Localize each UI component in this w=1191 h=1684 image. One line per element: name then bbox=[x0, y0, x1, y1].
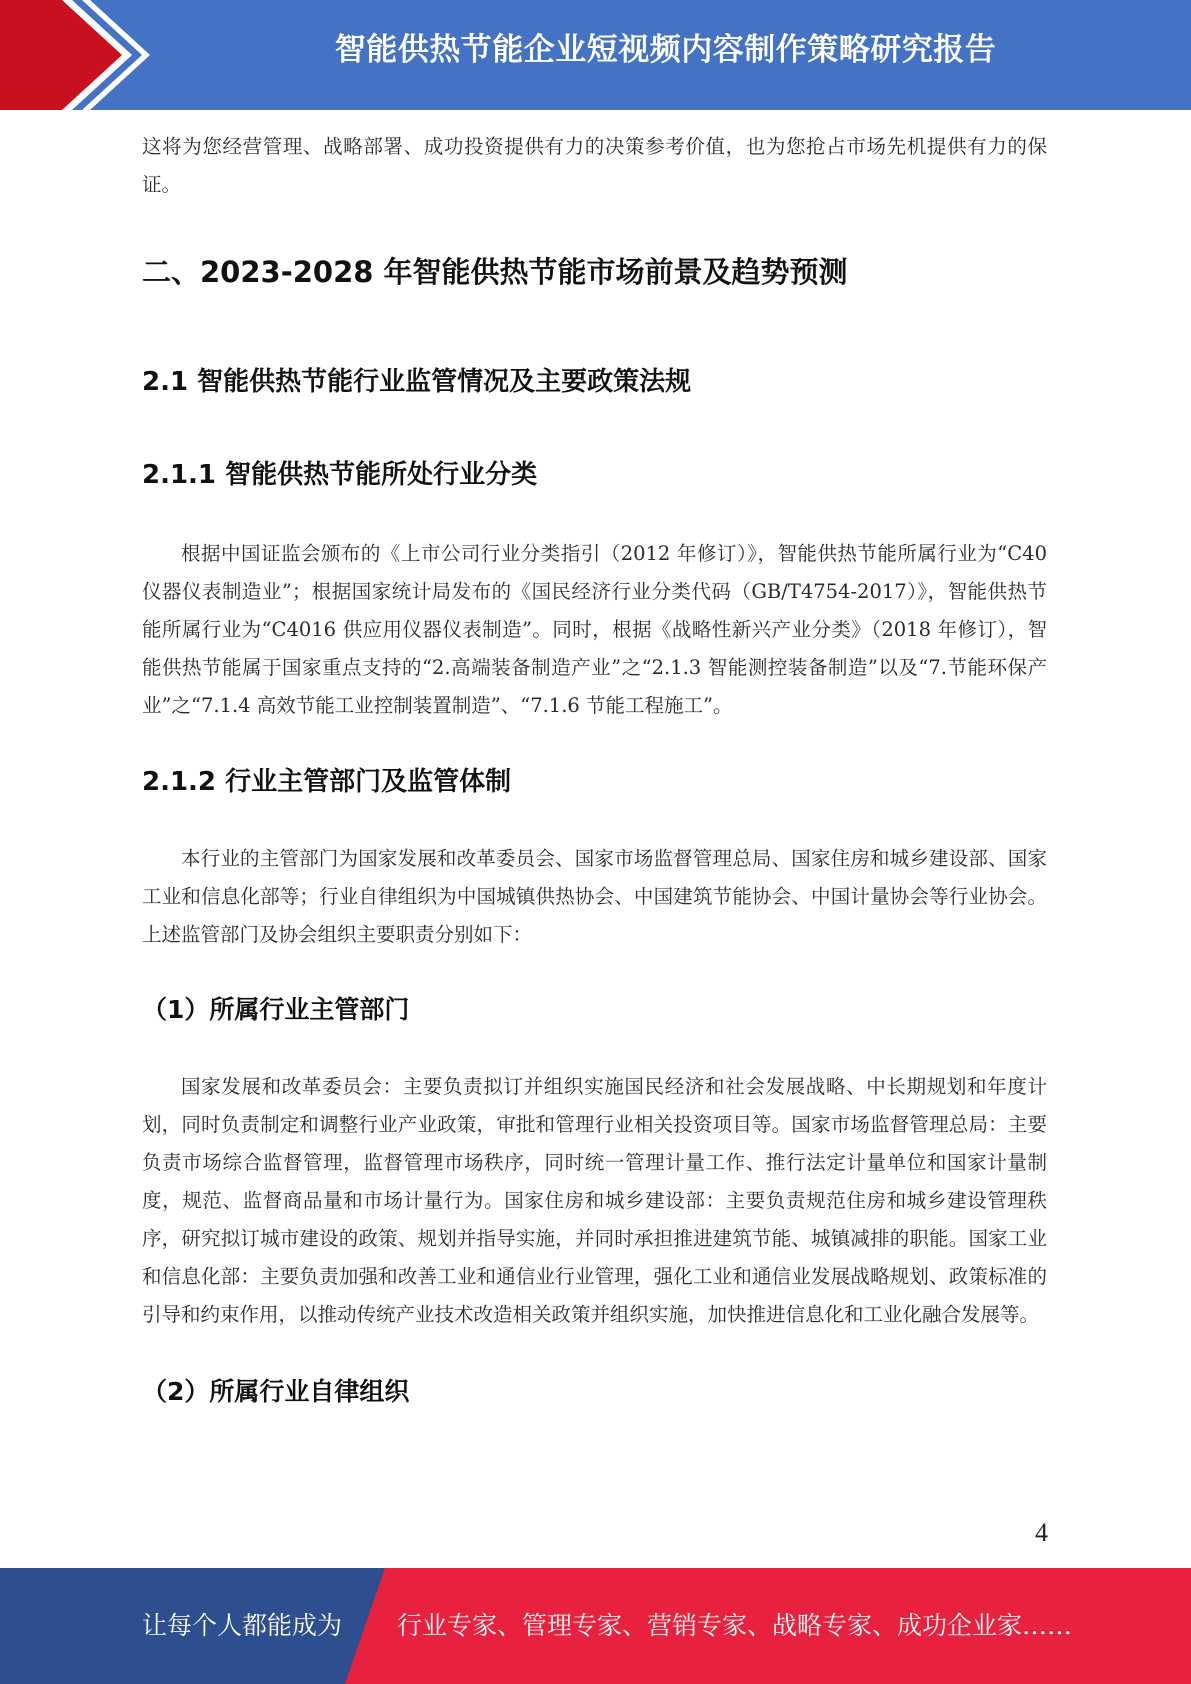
sub-subsection-title-regulatory-system: 2.1.2 行业主管部门及监管体制 bbox=[142, 767, 512, 797]
section-title: 二、2023-2028 年智能供热节能市场前景及趋势预测 bbox=[142, 255, 848, 289]
page-footer bbox=[0, 1568, 1191, 1684]
item-title-self-regulatory-organizations: （2）所属行业自律组织 bbox=[142, 1377, 410, 1406]
page-number: 4 bbox=[1035, 1518, 1048, 1547]
report-title: 智能供热节能企业短视频内容制作策略研究报告 bbox=[334, 32, 997, 68]
industry-classification-paragraph: 根据中国证监会颁布的《上市公司行业分类指引（2012 年修订）》，智能供热节能所属行业为“C40 仪器仪表制造业”；根据国家统计局发布的《国民经济行业分类代码（GB/T4754-2017）》，智能供热节能所属行业为“C4016 供应用仪器仪表制造”。同时，根据《战略性新兴产业分类》（2018 年修订），智能供热节能属于国家重点支持的“2.高端装备制造产业”之“2.1.3 智能测控装备制造”以及“7.节能环保产业”之“7.1.4 高效节能工业控制装置制造”、“7.1.6 节能工程施工”。 bbox=[142, 542, 1047, 717]
footer-slogan-right: 行业专家、管理专家、营销专家、战略专家、成功企业家…… bbox=[397, 1611, 1073, 1640]
subsection-title: 2.1 智能供热节能行业监管情况及主要政策法规 bbox=[142, 367, 692, 397]
sub-subsection-title-industry-classification: 2.1.1 智能供热节能所处行业分类 bbox=[142, 460, 538, 490]
header-arrow-decoration bbox=[0, 0, 150, 110]
item-title-competent-departments: （1）所属行业主管部门 bbox=[142, 995, 410, 1024]
regulatory-system-paragraph: 本行业的主管部门为国家发展和改革委员会、国家市场监督管理总局、国家住房和城乡建设部、国家工业和信息化部等；行业自律组织为中国城镇供热协会、中国建筑节能协会、中国计量协会等行业协会。上述监管部门及协会组织主要职责分别如下： bbox=[142, 847, 1047, 946]
footer-slogan-left: 让每个人都能成为 bbox=[142, 1611, 343, 1640]
document-body bbox=[142, 128, 1047, 1408]
page-header bbox=[0, 0, 1191, 110]
intro-paragraph: 这将为您经营管理、战略部署、成功投资提供有力的决策参考价值，也为您抢占市场先机提供有力的保证。 bbox=[142, 135, 1047, 196]
competent-departments-paragraph: 国家发展和改革委员会：主要负责拟订并组织实施国民经济和社会发展战略、中长期规划和年度计划，同时负责制定和调整行业产业政策，审批和管理行业相关投资项目等。国家市场监督管理总局：主要负责市场综合监督管理，监督管理市场秩序，同时统一管理计量工作、推行法定计量单位和国家计量制度，规范、监督商品量和市场计量行为。国家住房和城乡建设部：主要负责规范住房和城乡建设管理秩序，研究拟订城市建设的政策、规划并指导实施，并同时承担推进建筑节能、城镇减排的职能。国家工业和信息化部：主要负责加强和改善工业和通信业行业管理，强化工业和通信业发展战略规划、政策标准的引导和约束作用，以推动传统产业技术改造相关政策并组织实施，加快推进信息化和工业化融合发展等。 bbox=[142, 1075, 1047, 1326]
